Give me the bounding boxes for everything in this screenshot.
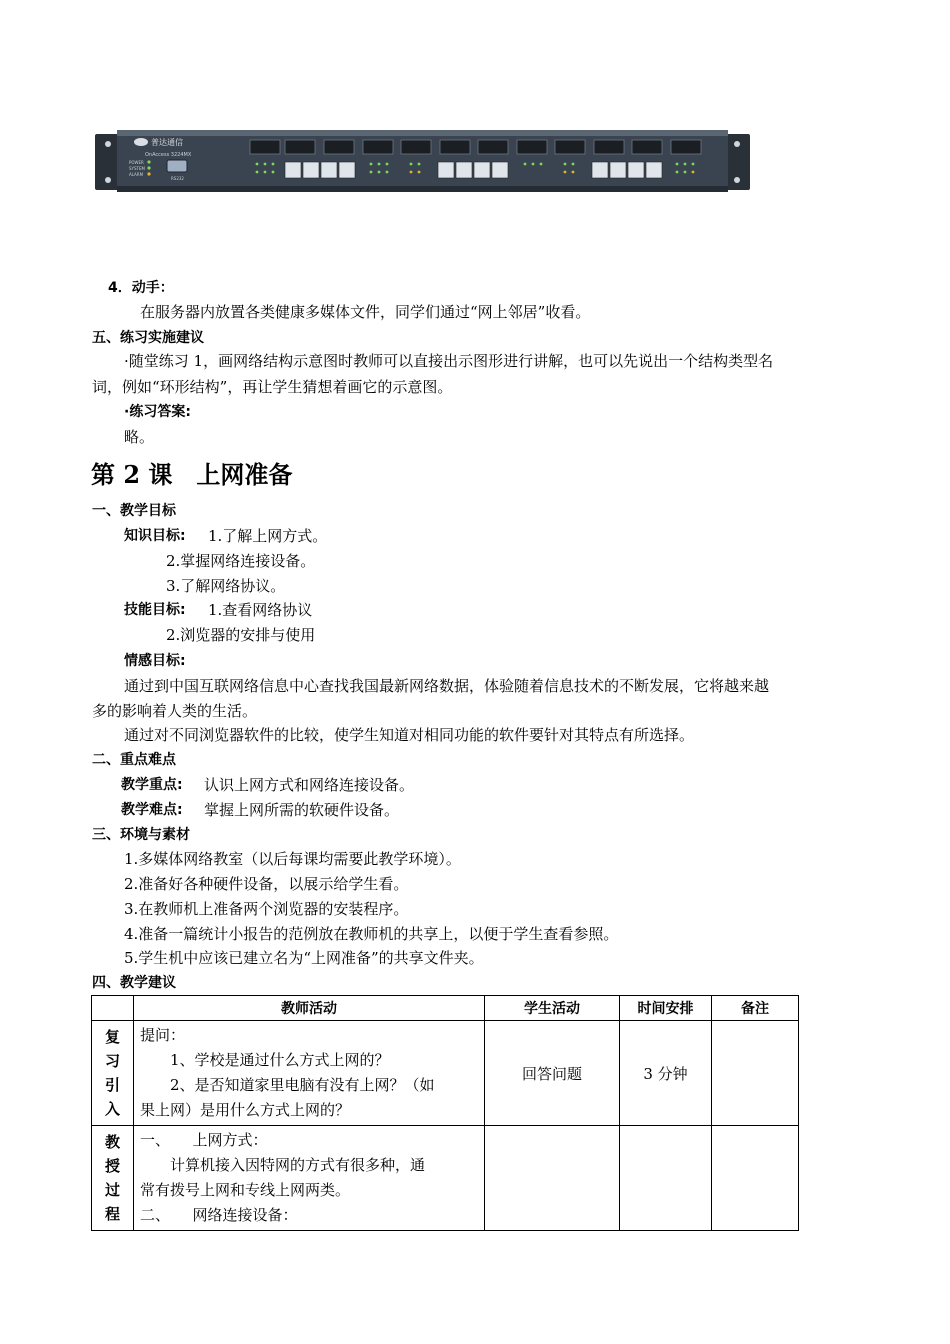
skill-item: 1.查看网络协议 (208, 601, 313, 619)
note-cell (712, 1021, 799, 1126)
knowledge-item: 1.了解上网方式。 (208, 527, 328, 545)
teacher-line: 常有拨号上网和专线上网两类。 (140, 1181, 351, 1199)
row-head-char: 程 (104, 1205, 120, 1223)
led-label-alarm: ALARM (129, 172, 144, 177)
answer-text: 略。 (124, 428, 155, 446)
environment-item: 4.准备一篇统计小报告的范例放在教师机的共享上，以便于学生查看参照。 (124, 925, 619, 943)
time-cell (620, 1126, 712, 1231)
environment-heading: 三、环境与素材 (92, 827, 190, 843)
console-port-label: RS232 (171, 176, 184, 181)
table-header: 教师活动 (134, 996, 485, 1021)
table-header (92, 996, 134, 1021)
row-head-char: 引 (104, 1076, 120, 1094)
focus-label: 教学重点: (121, 777, 183, 793)
row-head-review (92, 1021, 134, 1126)
led-label-power: POWER (129, 160, 144, 165)
teacher-line: 2、是否知道家里电脑有没有上网？（如 (170, 1076, 435, 1094)
row-head-char: 入 (104, 1100, 120, 1118)
table-row (92, 1126, 799, 1231)
teacher-line: 提问： (140, 1026, 186, 1044)
lesson-title: 第 2 课 上网准备 (91, 460, 293, 489)
student-activity-cell: 回答问题 (485, 1021, 620, 1126)
table-header-row (92, 996, 799, 1021)
teacher-line: 果上网）是用什么方式上网的？ (140, 1101, 351, 1119)
teacher-line: 二、 网络连接设备： (140, 1206, 298, 1224)
knowledge-label: 知识目标: (124, 528, 186, 544)
teacher-activity-cell (134, 1021, 485, 1126)
emotion-label: 情感目标: (124, 653, 186, 669)
environment-item: 5.学生机中应该已建立名为“上网准备”的共享文件夹。 (124, 949, 484, 967)
table-row (92, 1021, 799, 1126)
emotion-para2: 通过对不同浏览器软件的比较，使学生知道对相同功能的软件要针对其特点有所选择。 (124, 726, 695, 744)
time-cell: 3 分钟 (620, 1021, 712, 1126)
teacher-line: 1、学校是通过什么方式上网的？ (170, 1051, 390, 1069)
row-head-char: 习 (104, 1052, 120, 1070)
suggestions-heading: 四、教学建议 (92, 975, 176, 991)
environment-item: 2.准备好各种硬件设备，以展示给学生看。 (124, 875, 409, 893)
environment-item: 1.多媒体网络教室（以后每课均需要此教学环境）。 (124, 850, 461, 868)
student-activity-cell (485, 1126, 620, 1231)
switch-brand: 普达通信 (151, 138, 183, 147)
teacher-activity-cell (134, 1126, 485, 1231)
difficulty-label: 教学难点: (121, 802, 183, 818)
skill-label: 技能目标: (124, 602, 186, 618)
lesson-plan-table (91, 995, 799, 1231)
teacher-line: 一、 上网方式： (140, 1131, 268, 1149)
network-switch-image (95, 128, 750, 194)
item4-text: 在服务器内放置各类健康多媒体文件，同学们通过“网上邻居”收看。 (140, 303, 591, 321)
teacher-line: 计算机接入因特网的方式有很多种，通 (170, 1156, 426, 1174)
focus-text: 认识上网方式和网络连接设备。 (204, 776, 415, 794)
answer-label: ·练习答案: (124, 404, 191, 420)
row-head-char: 复 (104, 1028, 120, 1046)
switch-model: OnAccess 3224MX (145, 152, 192, 158)
led-label-system: SYSTEM (129, 166, 145, 171)
skill-item: 2.浏览器的安排与使用 (166, 626, 316, 644)
section5-para-line1: ·随堂练习 1，画网络结构示意图时教师可以直接出示图形进行讲解，也可以先说出一个结构类型名 (124, 352, 774, 370)
table-header: 学生活动 (485, 996, 620, 1021)
section5-para-line2: 词，例如“环形结构”，再让学生猜想着画它的示意图。 (92, 378, 453, 396)
knowledge-item: 3.了解网络协议。 (166, 577, 286, 595)
row-head-teaching (92, 1126, 134, 1231)
keypoints-heading: 二、重点难点 (92, 752, 176, 768)
item4-heading: 4．动手： (108, 280, 174, 296)
row-head-char: 授 (104, 1157, 120, 1175)
section5-heading: 五、练习实施建议 (92, 330, 204, 346)
environment-item: 3.在教师机上准备两个浏览器的安装程序。 (124, 900, 409, 918)
emotion-para1-line1: 通过到中国互联网络信息中心查找我国最新网络数据，体验随着信息技术的不断发展，它将越来越 (124, 677, 770, 695)
difficulty-text: 掌握上网所需的软硬件设备。 (204, 801, 400, 819)
row-head-char: 教 (104, 1133, 120, 1151)
table-header: 时间安排 (620, 996, 712, 1021)
knowledge-item: 2.掌握网络连接设备。 (166, 552, 316, 570)
table-header: 备注 (712, 996, 799, 1021)
goals-heading: 一、教学目标 (92, 503, 176, 519)
row-head-char: 过 (104, 1181, 120, 1199)
emotion-para1-line2: 多的影响着人类的生活。 (92, 702, 258, 720)
note-cell (712, 1126, 799, 1231)
